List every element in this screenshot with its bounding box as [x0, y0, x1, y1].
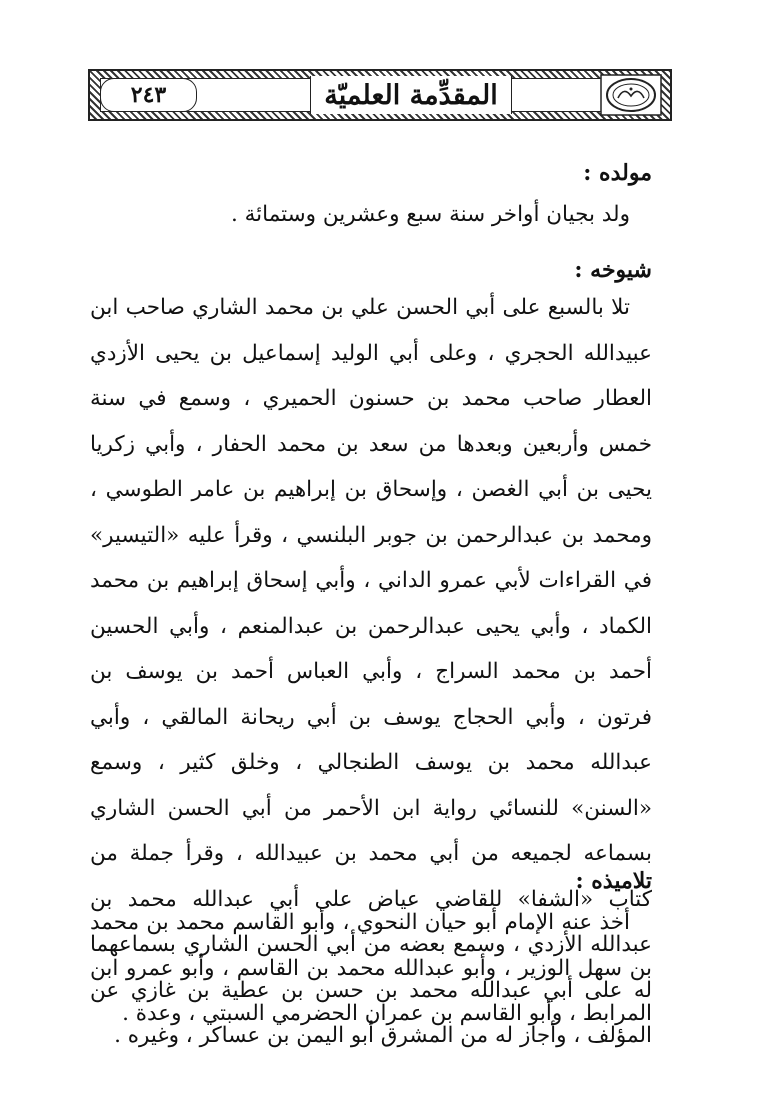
page-number: ٢٤٣	[100, 78, 197, 112]
section-heading-students: تلاميذه :	[575, 868, 652, 894]
section-text-students: أخذ عنه الإمام أبو حيان النحوي ، وأبو القاسم محمد بن محمد بن سهل الوزير ، وأبو عبدالله محمد بن القاسم ، وأبو عمرو ابن المرابط ، وأبو القاسم بن عمران الحضرمي السبتي ، وعدة .	[90, 910, 652, 1026]
section-text-teachers: تلا بالسبع على أبي الحسن علي بن محمد الشاري صاحب ابن عبيدالله الحجري ، وعلى أبي الوليد إسماعيل بن يحيى الأزدي العطار صاحب محمد بن حسنون الحميري ، وسمع في سنة خمس وأربعين وبعدها من سعد بن محمد الحفار ، وأبي زكريا يحيى بن أبي الغصن ، وإسحاق بن إبراهيم بن عامر الطوسي ، ومحمد بن عبدالرحمن بن جوبر البلنسي ، وقرأ عليه «التيسير» في القراءات لأبي عمرو الداني ، وأبي إسحاق إبراهيم بن محمد الكماد ، وأبي يحيى عبدالرحمن بن عبدالمنعم ، وأبي الحسين أحمد بن محمد السراج ، وأبي العباس أحمد بن يوسف بن فرتون ، وأبي الحجاج يوسف بن أبي ريحانة المالقي ، وأبي عبدالله محمد بن يوسف الطنجالي ، وخلق كثير ، وسمع «السنن» للنسائي رواية ابن الأحمر من أبي الحسن الشاري بسماعه لجميعه من أبي محمد بن عبيدالله ، وقرأ جملة من كتاب «الشفا» للقاضي عياض على أبي عبدالله محمد بن عبدالله الأزدي ، وسمع بعضه من أبي الحسن الشاري بسماعهما له على أبي عبدالله محمد بن حسن بن عطية بن غازي عن المؤلف ، وأجاز له من المشرق أبو اليمن بن عساكر ، وغيره .	[90, 295, 652, 1048]
section-heading-teachers: شيوخه :	[574, 257, 652, 283]
emblem-icon	[600, 74, 662, 116]
section-heading-birth: مولده :	[583, 160, 652, 186]
section-text-birth: ولد بجيان أواخر سنة سبع وعشرين وستمائة .	[230, 202, 630, 227]
page-title: المقدِّمة العلميّة	[310, 76, 512, 114]
